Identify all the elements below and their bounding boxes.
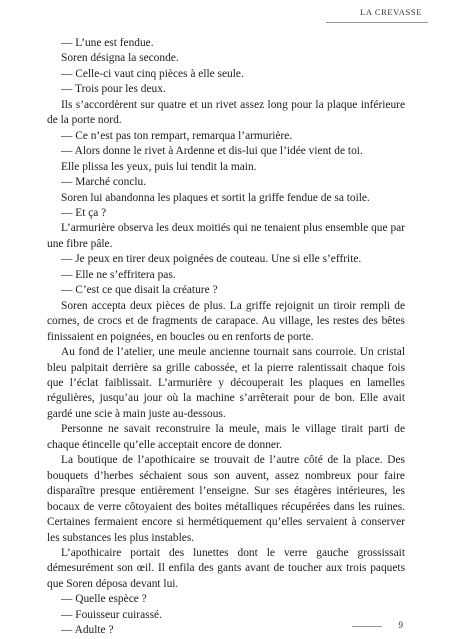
paragraph: L’apothicaire portait des lunettes dont le verre gauche grossissait démesurément son œil. Il enfila des gants avant de toucher aux trois paquets que Soren déposa devant lui.: [47, 546, 405, 590]
paragraph: — Ce n’est pas ton rempart, remarqua l’armurière.: [61, 129, 293, 142]
paragraph: — Et ça ?: [61, 206, 107, 219]
header-rule: [326, 22, 428, 23]
paragraph: — Alors donne le rivet à Ardenne et dis-lui que l’idée vient de toi.: [61, 145, 363, 158]
paragraph: — Celle-ci vaut cinq pièces à elle seule.: [61, 67, 244, 80]
paragraph: Ils s’accordèrent sur quatre et un rivet assez long pour la plaque inférieure de la porte nord.: [47, 98, 405, 127]
paragraph: La boutique de l’apothicaire se trouvait de l’autre côté de la place. Des bouquets d’herbes séchaient sous son auvent, assez nombreux pour faire disparaître presque entièrement l’enseigne. Sur ses étagères intérieures, les bocaux de verre côtoyaient des boites métalliques récupérées dans les ruines. Certaines fermaient encore si hermétiquement qu’elles servaient à conserver les substances les plus instables.: [47, 454, 405, 544]
paragraph: L’armurière observa les deux moitiés qui ne tenaient plus ensemble que par une fibre pâle.: [47, 222, 405, 250]
paragraph: — Adulte ?: [61, 624, 114, 637]
paragraph: Elle plissa les yeux, puis lui tendit la main.: [61, 160, 257, 173]
paragraph: — L’une est fendue.: [61, 37, 154, 49]
footer-rule: [352, 626, 382, 627]
paragraph: — Quelle espèce ?: [61, 593, 147, 606]
paragraph: — C’est ce que disait la créature ?: [61, 284, 218, 297]
paragraph: — Fouisseur cuirassé.: [61, 608, 162, 621]
page-number: 9: [398, 620, 403, 630]
body-text: [47, 36, 405, 639]
paragraph: Soren accepta deux pièces de plus. La griffe rejoignit un tiroir rempli de cornes, de crocs et de fragments de carapace. Au village, les restes des bêtes finissaient en poignées, en boucles ou en renforts de porte.: [47, 299, 405, 343]
paragraph: Soren désigna la seconde.: [61, 52, 179, 65]
paragraph: — Je peux en tirer deux poignées de couteau. Une si elle s’effrite.: [61, 253, 362, 266]
paragraph: — Marché conclu.: [61, 176, 147, 189]
paragraph: — Trois pour les deux.: [61, 83, 166, 96]
running-head: LA CREVASSE: [360, 7, 422, 17]
paragraph: Personne ne savait reconstruire la meule, mais le village tirait parti de chaque étincelle qu’elle acceptait encore de donner.: [47, 423, 405, 451]
paragraph: Au fond de l’atelier, une meule ancienne tournait sans courroie. Un cristal bleu palpitait derrière sa grille cabossée, et la pierre ralentissait chaque fois que l’éclat faiblissait. L’armurière y découperait les plaques en lamelles régulières, jusqu’au jour où la machine s’arrêterait pour de bon. Elle avait gardé une scie à main juste au-dessous.: [47, 346, 405, 420]
paragraph: — Elle ne s’effritera pas.: [61, 268, 176, 281]
paragraph: Soren lui abandonna les plaques et sortit la griffe fendue de sa toile.: [61, 191, 370, 204]
